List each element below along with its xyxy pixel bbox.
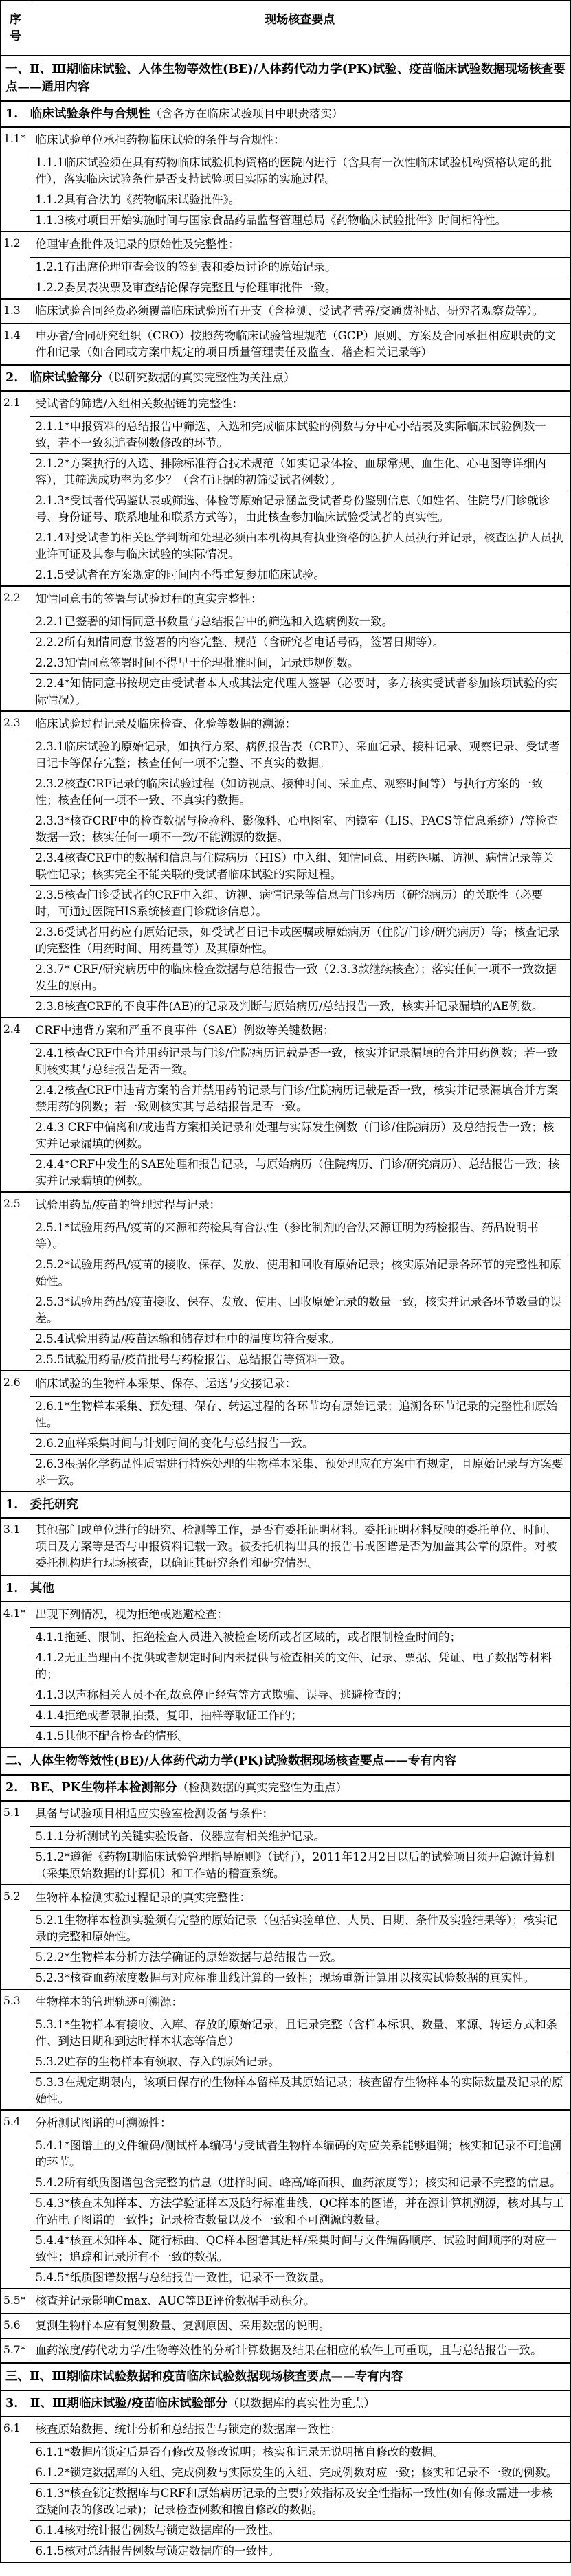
checkpoint-text: 5.3.3在规定期限内，该项目保存的生物样本留样及其原始记录；核查留存生物样本的实际数量及记录的原始性。 [30,2073,570,2111]
group-label: 试验用药品/疫苗的管理过程与记录： [30,1192,570,1218]
checkpoint-text: 4.1.4拒绝或者限制拍摄、复印、抽样等取证工作的； [30,1706,570,1727]
group-row [1,711,570,737]
group-item-row [1,923,570,960]
group-row [1,232,570,258]
group-item-row [1,491,570,528]
group-item-row [1,2443,570,2463]
checkpoint-text: 2.6.2血样采集时间与计划时间的变化与总结报告一致。 [30,1434,570,1455]
checkpoint-text: 2.2.2所有知情同意书签署的内容完整、规范（含研究者电话号码，签署日期等）。 [30,633,570,653]
group-item-row [1,674,570,712]
group-item-row [1,997,570,1018]
checkpoint-text: 2.1.5受试者在方案规定的时间内不得重复参加临床试验。 [30,565,570,587]
group-row [1,2110,570,2136]
checkpoint-text: 5.4.1*图谱上的文件编码/测试样本编码与受试者生物样本编码的对应关系能够追溯；核实和记录不可追溯的环节。 [30,2136,570,2173]
group-row [1,2417,570,2443]
section-row [1,1747,570,1775]
row-number: 5.2 [1,1885,30,1989]
subsection-title: 3. Ⅱ、Ⅲ期临床试验/疫苗临床试验部分 [5,2397,228,2410]
group-item-row [1,2268,570,2289]
group-item-row [1,1827,570,1848]
group-item-row [1,1081,570,1118]
checkpoint-text: 申办者/合同研究组织（CRO）按照药物临床试验管理规范（GCP）原则、方案及合同承担相应职责的文件和记录（如合同或方案中规定的项目质量管理责任及监查、稽查相关记录等） [30,324,570,365]
group-item-row [1,417,570,454]
table-header-row [1,1,570,56]
group-label: 临床试验单位承担药物临床试验的条件与合规性： [30,127,570,153]
checkpoint-text: 2.5.4试验用药品/疫苗运输和储存过程中的温度均符合要求。 [30,1330,570,1350]
group-item-row [1,633,570,653]
checkpoint-text: 2.1.1*申报资料的总结报告中筛选、入选和完成临床试验的例数与分中心小结表及实际临床试验例数一致，若不一致须追查例数修改的环节。 [30,417,570,454]
group-item-row [1,454,570,491]
group-item-row [1,1911,570,1948]
checkpoint-text: 2.3.3*核查CRF中的检查数据与检验科、影像科、心电图室、内镜室（LIS、PACS等信息系统）/等检查数据一致；核实任何一项不一致/不能溯源的数据。 [30,811,570,849]
row-number: 2.2 [1,586,30,711]
group-row [1,127,570,153]
group-item-row [1,1848,570,1885]
subsection-header [1,2390,570,2417]
group-row [1,1989,570,2015]
group-row [1,1371,570,1397]
item-row [1,299,570,324]
row-number: 2.1 [1,391,30,586]
group-item-row [1,2136,570,2173]
row-number: 6.1 [1,2417,30,2562]
checkpoint-text: 2.5.5试验用药品/疫苗批号与药检报告、总结报告等资料一致。 [30,1350,570,1371]
group-item-row [1,849,570,886]
item-row [1,2289,570,2314]
group-item-row [1,886,570,923]
checkpoint-text: 2.4.1核查CRF中合并用药记录与门诊/住院病历记载是否一致，核实并记录漏填的合并用药例数；若一致则核实其与总结报告是否一致。 [30,1044,570,1081]
item-row [1,2338,570,2363]
subsection-row [1,1492,570,1518]
checkpoint-text: 5.3.1*生物样本有接收、入库、存放的原始记录，且记录完整（含样本标识、数量、来源、转运方式和条件、到达日期和到达时样本状态等信息） [30,2015,570,2052]
group-row [1,1018,570,1044]
group-item-row [1,190,570,211]
section-header: 三、Ⅱ、Ⅲ期临床试验数据和疫苗临床试验数据现场核查要点——专有内容 [1,2363,570,2390]
row-number: 4.1* [1,1602,30,1747]
checkpoint-text: 5.3.2贮存的生物样本有领取、存入的原始记录。 [30,2052,570,2073]
group-item-row [1,960,570,997]
group-item-row [1,1118,570,1155]
checkpoint-text: 4.1.1拖延、限制、拒绝检查人员进入被检查场所或者区域的，或者限制检查时间的； [30,1628,570,1648]
checkpoint-text: 5.4.3*核查未知样本、方法学验证样本及随行标准曲线、QC样本的图谱，并在源计算机溯源，核对其与工作站电子图谱的一致性；记录检查数量以及不一致和不可溯源的数量。 [30,2194,570,2231]
group-item-row [1,1218,570,1255]
subsection-note: （以数据库的真实性为重点） [227,2397,375,2410]
group-item-row [1,2173,570,2194]
checkpoint-text: 5.1.2*遵循《药物I期临床试验管理指导原则》（试行），2011年12月2日以后的试验项目须开启源计算机（采集原始数据的计算机）和工作站的稽查系统。 [30,1848,570,1885]
group-item-row [1,528,570,565]
checkpoint-text: 2.2.4*知情同意书按规定由受试者本人或其法定代理人签署（必要时，多方核实受试者参加该项试验的实际情况）。 [30,674,570,712]
group-label: 生物样本的管理轨迹可溯源： [30,1989,570,2015]
group-item-row [1,1706,570,1727]
row-number: 2.4 [1,1018,30,1192]
checkpoint-text: 1.2.1有出席伦理审查会议的签到表和委员讨论的原始记录。 [30,258,570,278]
row-number: 5.4 [1,2110,30,2289]
group-item-row [1,2194,570,2231]
subsection-title: 1. 其他 [5,1582,54,1595]
group-label: 伦理审查批件及记录的原始性及完整性： [30,232,570,258]
checkpoint-text: 2.4.3 CRF中偏离和/或违背方案相关记录和处理与实际发生例数（门诊/住院病历）及总结报告一致；核实并记录漏填的例数。 [30,1118,570,1155]
checkpoint-text: 2.1.2*方案执行的入选、排除标准符合技术规范（如实记录体检、血尿常规、血生化、心电图等详细内容），其筛选成功率为多少？（含有证据的初筛受试者例数）。 [30,454,570,491]
checkpoint-text: 2.2.3知情同意签署时间不得早于伦理批准时间，记录违规例数。 [30,653,570,674]
group-row [1,1885,570,1911]
checkpoint-text: 6.1.3*核查锁定数据库与CRF和原始病历记录的主要疗效指标及安全性指标一致性(如有修改需进一步核查疑问表的修改记录)；记录检查例数和擅自修改的数据。 [30,2484,570,2521]
checkpoint-text: 5.4.4*核查未知样本、随行标曲、QC样本图谱其进样/采集时间与文件编码顺序、试验时间顺序的对应一致性；追踪和记录所有不一致的数据。 [30,2231,570,2268]
group-item-row [1,1969,570,1990]
section-header: 一、Ⅱ、Ⅲ期临床试验、人体生物等效性(BE)/人体药代动力学(PK)试验、疫苗临床试验数据现场核查要点——通用内容 [1,56,570,101]
group-label: CRF中违背方案和严重不良事件（SAE）例数等关键数据： [30,1018,570,1044]
subsection-note: （以研究数据的真实完整性为关注点） [102,371,295,384]
group-row [1,586,570,612]
checkpoint-text: 复测生物样本应有复测数量、复测原因、采用数据的说明。 [30,2314,570,2338]
checkpoint-text: 2.3.8核查CRF的不良事件(AE)的记录及判断与原始病历/总结报告一致，核实并记录漏填的AE例数。 [30,997,570,1018]
group-item-row [1,811,570,849]
checkpoint-text: 5.1.1分析测试的关键实验设备、仪器应有相关维护记录。 [30,1827,570,1848]
group-item-row [1,1628,570,1648]
checkpoint-text: 2.2.1已签署的知情同意书数量与总结报告中的筛选和入选病例数一致。 [30,612,570,633]
row-number: 5.6 [1,2314,30,2338]
row-number: 1.4 [1,324,30,365]
subsection-header [1,101,570,127]
row-number: 3.1 [1,1518,30,1576]
subsection-row [1,2390,570,2417]
subsection-row [1,1576,570,1602]
group-item-row [1,1044,570,1081]
checkpoint-text: 临床试验合同经费必须覆盖临床试验所有开支（含检测、受试者营养/交通费补贴、研究者观察费等）。 [30,299,570,324]
checkpoint-text: 2.5.3*试验用药品/疫苗接收、保存、发放、使用、回收原始记录的数量一致，核实并记录各环节数量的误差。 [30,1292,570,1330]
row-number: 5.1 [1,1801,30,1885]
subsection-title: 1. 委托研究 [5,1498,78,1512]
checkpoint-text: 1.1.3核对项目开始实施时间与国家食品药品监督管理总局《药物临床试验批件》时间相符性。 [30,211,570,232]
group-label: 临床试验过程记录及临床检查、化验等数据的溯源： [30,711,570,737]
row-number: 5.7* [1,2338,30,2363]
group-item-row [1,1455,570,1492]
checkpoint-text: 2.6.1*生物样本采集、预处理、保存、转运过程的各环节均有原始记录；追溯各环节记录的完整性和原始性。 [30,1397,570,1434]
group-item-row [1,278,570,300]
subsection-header [1,365,570,391]
group-label: 受试者的筛选/入组相关数据链的完整性： [30,391,570,417]
subsection-row [1,365,570,391]
checkpoint-text: 其他部门或单位进行的研究、检测等工作，是否有委托证明材料。委托证明材料反映的委托单位、时间、项目及方案等是否与申报资料记载一致。被委托机构出具的报告书或图谱是否为加盖其公章的原件。对被委托机构进行现场核查，以确证其研究条件和研究情况。 [30,1518,570,1576]
subsection-note: （含各方在临床试验项目中职责落实） [150,107,344,120]
checkpoint-text: 5.2.1生物样本检测实验须有完整的原始记录（包括实验单位、人员、日期、条件及实验结果等）；核实记录的完整和原始性。 [30,1911,570,1948]
item-row [1,2314,570,2338]
checkpoint-text: 2.3.6受试者用药应有原始记录，如受试者日记卡或医嘱或原始病历（住院/门诊/研究病历）等；核查记录的完整性（用药时间、用药量等）及其原始性。 [30,923,570,960]
group-item-row [1,2073,570,2111]
checkpoint-text: 1.1.2具有合法的《药物临床试验批件》。 [30,190,570,211]
checkpoint-text: 5.2.3*核查血药浓度数据与对应标准曲线计算的一致性；现场重新计算用以核实试验数据的真实性。 [30,1969,570,1990]
subsection-title: 2. BE、PK生物样本检测部分 [5,1781,177,1795]
checkpoint-text: 4.1.5其他不配合检查的情形。 [30,1727,570,1748]
checkpoint-text: 6.1.1*数据库锁定后是否有修改及修改说明；核实和记录无说明擅自修改的数据。 [30,2443,570,2463]
checkpoint-text: 2.3.5核查门诊受试者的CRF中入组、访视、病情记录等信息与门诊病历（研究病历）的关联性（必要时，可通过医院HIS系统核查门诊就诊信息）。 [30,886,570,923]
row-number: 5.5* [1,2289,30,2314]
group-item-row [1,1727,570,1748]
item-row [1,1518,570,1576]
group-label: 临床试验的生物样本采集、保存、运送与交接记录： [30,1371,570,1397]
row-number: 5.3 [1,1989,30,2110]
group-item-row [1,737,570,774]
checkpoint-text: 2.3.4核查CRF中的数据和信息与住院病历（HIS）中入组、知情同意、用药医嘱、访视、病情记录等关联性记录；核实完全不能关联的受试者临床试验的实际过程。 [30,849,570,886]
checkpoint-text: 1.1.1临床试验须在具有药物临床试验机构资格的医院内进行（含具有一次性临床试验机构资格认定的批件），落实临床试验条件是否支持试验项目实际的实施过程。 [30,153,570,190]
group-item-row [1,1155,570,1193]
group-item-row [1,1292,570,1330]
group-item-row [1,612,570,633]
group-item-row [1,1648,570,1685]
group-item-row [1,1350,570,1371]
row-number: 1.1* [1,127,30,232]
checkpoint-text: 2.4.4*CRF中发生的SAE处理和报告记录，与原始病历（住院病历、门诊/研究病历）、总结报告一致；核实并记录瞒填的例数。 [30,1155,570,1193]
checkpoint-text: 4.1.2无正当理由不提供或者规定时间内未提供与检查相关的文件、记录、票据、凭证、电子数据等材料的； [30,1648,570,1685]
item-row [1,324,570,365]
checkpoint-text: 1.2.2委员表决票及审查结论保存完整且与伦理审批件一致。 [30,278,570,300]
subsection-row [1,101,570,127]
group-item-row [1,653,570,674]
subsection-header [1,1492,570,1518]
checkpoint-text: 6.1.2*锁定数据库的入组、完成例数与实际发生的入组、完成例数对应一致；核实和记录不一致的例数。 [30,2463,570,2484]
checkpoint-text: 2.5.1*试验用药品/疫苗的来源和药检具有合法性（参比制剂的合法来源证明为药检报告、药品说明书等）。 [30,1218,570,1255]
subsection-row [1,1775,570,1801]
subsection-note: （检测数据的真实完整性为重点） [177,1781,348,1794]
group-item-row [1,211,570,232]
checkpoint-text: 5.4.2所有纸质图谱包含完整的信息（进样时间、峰高/峰面积、血药浓度等）；核实和记录不完整的信息。 [30,2173,570,2194]
subsection-title: 1. 临床试验条件与合规性 [5,107,150,121]
checkpoint-text: 2.4.2核查CRF中违背方案的合并禁用药的记录与门诊/住院病历记载是否一致，核实并记录漏填合并方案禁用药的例数；若一致则核实其与总结报告是否一致。 [30,1081,570,1118]
group-item-row [1,565,570,587]
group-label: 出现下列情况，视为拒绝或逃避检查： [30,1602,570,1628]
group-item-row [1,1948,570,1969]
group-row [1,391,570,417]
section-row [1,2363,570,2390]
row-number: 1.3 [1,299,30,324]
group-item-row [1,2052,570,2073]
group-item-row [1,2231,570,2268]
group-label: 生物样本检测实验过程记录的真实完整性： [30,1885,570,1911]
checkpoint-text: 5.2.2*生物样本分析方法学确证的原始数据与总结报告一致。 [30,1948,570,1969]
group-label: 具备与试验项目相适应实验室检测设备与条件： [30,1801,570,1827]
row-number: 1.2 [1,232,30,299]
section-row [1,56,570,101]
column-header-checkpoints: 现场核查要点 [30,1,570,56]
checkpoint-text: 5.4.5*纸质图谱数据与总结报告一致性，记录不一致数量。 [30,2268,570,2289]
checkpoint-text: 2.5.2*试验用药品/疫苗的接收、保存、发放、使用和回收有原始记录；核实原始记录各环节的完整性和原始性。 [30,1255,570,1292]
checkpoint-text: 2.3.2核查CRF记录的临床试验过程（如访视点、接种时间、采血点、观察时间等）与执行方案的一致性；核查任何一项不一致、不真实的数据。 [30,774,570,811]
group-item-row [1,1255,570,1292]
checkpoint-text: 2.3.7* CRF/研究病历中的临床检查数据与总结报告一致（2.3.3款继续核查）；落实任何一项不一致数据发生的原由。 [30,960,570,997]
group-item-row [1,2542,570,2563]
checkpoint-text: 2.6.3根据化学药品性质需进行特殊处理的生物样本采集、预处理应在方案中有规定，且原始记录与方案要求一致。 [30,1455,570,1492]
checkpoint-text: 核查并记录影响Cmax、AUC等BE评价数据手动积分。 [30,2289,570,2314]
group-item-row [1,2484,570,2521]
group-item-row [1,1397,570,1434]
group-item-row [1,1685,570,1706]
checkpoint-text: 6.1.5核对总结报告例数与锁定数据库的一致性。 [30,2542,570,2563]
row-number: 2.6 [1,1371,30,1492]
group-item-row [1,2463,570,2484]
checkpoint-text: 2.3.1临床试验的原始记录，如执行方案、病例报告表（CRF）、采血记录、接种记录、观察记录、受试者日记卡等保存完整；核查任何一项不完整、不真实的数据。 [30,737,570,774]
group-item-row [1,2521,570,2542]
subsection-header [1,1775,570,1801]
group-label: 分析测试图谱的可溯源性： [30,2110,570,2136]
column-header-number: 序号 [1,1,30,56]
checkpoint-text: 6.1.4核对统计报告例数与锁定数据库的一致性。 [30,2521,570,2542]
checkpoint-text: 血药浓度/药代动力学/生物等效性的分析计算数据及结果在相应的软件上可重现，且与总结报告一致。 [30,2338,570,2363]
group-item-row [1,2015,570,2052]
checkpoint-text: 2.1.4对受试者的相关医学判断和处理必须由本机构具有执业资格的医护人员执行并记录，核查医护人员执业许可证及其参与临床试验的实际情况。 [30,528,570,565]
table-body [1,56,570,2562]
row-number: 2.3 [1,711,30,1018]
group-item-row [1,258,570,278]
group-row [1,1602,570,1628]
group-row [1,1801,570,1827]
group-item-row [1,1434,570,1455]
section-header: 二、人体生物等效性(BE)/人体药代动力学(PK)试验数据现场核查要点——专有内容 [1,1747,570,1775]
group-label: 知情同意书的签署与试验过程的真实完整性： [30,586,570,612]
group-row [1,1192,570,1218]
group-item-row [1,1330,570,1350]
subsection-title: 2. 临床试验部分 [5,371,102,385]
group-item-row [1,153,570,190]
subsection-header [1,1576,570,1602]
checkpoint-text: 4.1.3以声称相关人员不在,故意停止经营等方式欺骗、误导、逃避检查的； [30,1685,570,1706]
group-label: 核查原始数据、统计分析和总结报告与锁定的数据库一致性： [30,2417,570,2443]
checkpoint-text: 2.1.3*受试者代码鉴认表或筛选、体检等原始记录涵盖受试者身份鉴别信息（如姓名、住院号/门诊就诊号、身份证号、联系地址和联系方式等），由此核查参加临床试验受试者的真实性。 [30,491,570,528]
row-number: 2.5 [1,1192,30,1371]
group-item-row [1,774,570,811]
